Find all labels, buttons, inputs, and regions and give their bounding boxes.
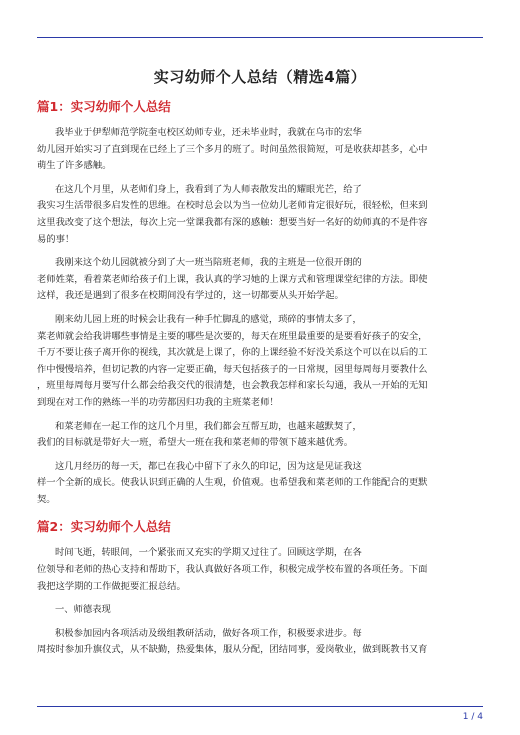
section-heading: 篇2：实习幼师个人总结 [37, 519, 171, 535]
paragraph-line: 这里我改变了这个想法，每次上完一堂课我都有深的感触：想要当好一名好的幼师真的不是件容 [37, 216, 428, 228]
paragraph [37, 419, 483, 452]
paragraph [37, 459, 483, 509]
paragraph-line: 我实习生活带很多启发性的思维。在校时总会以为当一位幼儿老师肯定很好玩，很轻松，但来到 [37, 200, 428, 212]
paragraph-line: 到现在对工作的熟练一半的功劳都因归功我的主班菜老师！ [37, 396, 279, 408]
paragraph [37, 125, 483, 175]
paragraph-line: 和菜老师在一起工作的这几个月里，我们都会互帮互助，也越来越默契了， [55, 420, 362, 432]
section-heading: 篇1：实习幼师个人总结 [37, 99, 171, 114]
paragraph-line: 老师姓菜，看着菜老师给孩子们上课，我认真的学习她的上课方式和管理课堂纪律的方法。即使 [37, 273, 428, 285]
paragraph-line: 我把这学期的工作做扼要汇报总结。 [37, 580, 186, 592]
paragraph-line: 萌生了许多感触。 [37, 160, 112, 172]
paragraph-line: 在这几个月里，从老师们身上，我看到了为人师表散发出的耀眼光芒，给了 [55, 183, 362, 195]
paragraph-line: 菜老师就会给我讲哪些事情是主要的哪些是次要的，每天在班里最重要的是要看好孩子的安全， [37, 330, 428, 342]
paragraph [37, 626, 483, 659]
paragraph-line: ，班里每周每月要写什么都会给我交代的很清楚，也会教我怎样和家长勾通，我从一开始的无知 [37, 380, 428, 392]
subheading [37, 602, 483, 619]
page-number: 1 / 4 [462, 712, 483, 722]
paragraph-line: 幼儿园开始实习了直到现在已经上了三个多月的班了。时间虽然很简短，可是收获却甚多，心中 [37, 143, 428, 155]
paragraph [37, 255, 483, 305]
header-rule [37, 37, 483, 38]
subheading-text: 一、师德表现 [55, 604, 111, 616]
page-title: 实习幼师个人总结（精选4篇） [153, 68, 367, 86]
paragraph-line: 我刚来这个幼儿园就被分到了大一班当陪班老师，我的主班是一位很开朗的 [55, 257, 362, 269]
paragraph-line: 积极参加园内各项活动及级组教研活动，做好各项工作，积极要求进步。每 [55, 627, 362, 639]
paragraph-line: 作中慢慢培养，但切记教的内容一定要正确，每天包括孩子的一日常规，园里每周每月要教什么 [37, 363, 428, 375]
paragraph-line: 千万不要让孩子离开你的视线，其次就是上课了，你的上课经验不好没关系这个可以在以后的工 [37, 347, 428, 359]
paragraph-line: 样一个全新的成长。使我认识到正确的人生观，价值观。也希望我和菜老师的工作能配合的更默 [37, 477, 428, 489]
paragraph-line: 时间飞逝，转眼间，一个紧张而又充实的学期又过往了。回顾这学期，在各 [55, 547, 362, 559]
paragraph-line: 位领导和老师的热心支持和帮助下，我认真做好各项工作，积极完成学校布置的各项任务。下面 [37, 564, 428, 576]
paragraph [37, 545, 483, 595]
paragraph-line: 我们的目标就是带好大一班，希望大一班在我和菜老师的带领下越来越优秀。 [37, 437, 354, 449]
paragraph-line: 这几月经历的每一天，都已在我心中留下了永久的印记，因为这是见证我这 [55, 460, 362, 472]
paragraph [37, 182, 483, 248]
paragraph [37, 312, 483, 412]
paragraph-line: 我毕业于伊犁师范学院奎屯校区幼师专业，还未毕业时，我就在乌市的宏华 [55, 127, 362, 138]
paragraph-line: 这样，我还是遇到了很多在校期间没有学过的，这一切都要从头开始学起。 [37, 290, 344, 302]
paragraph-line: 刚来幼儿园上班的时候会让我有一种手忙脚乱的感觉，琐碎的事情太多了， [55, 313, 362, 325]
document-body [37, 98, 483, 659]
paragraph-line: 契。 [37, 493, 56, 505]
paragraph-line: 易的事！ [37, 233, 75, 245]
paragraph-line: 周按时参加升旗仪式，从不缺勤，热爱集体，服从分配，团结同事，爱岗敬业，做到既教书又育 [37, 644, 428, 656]
footer-rule [37, 706, 483, 707]
